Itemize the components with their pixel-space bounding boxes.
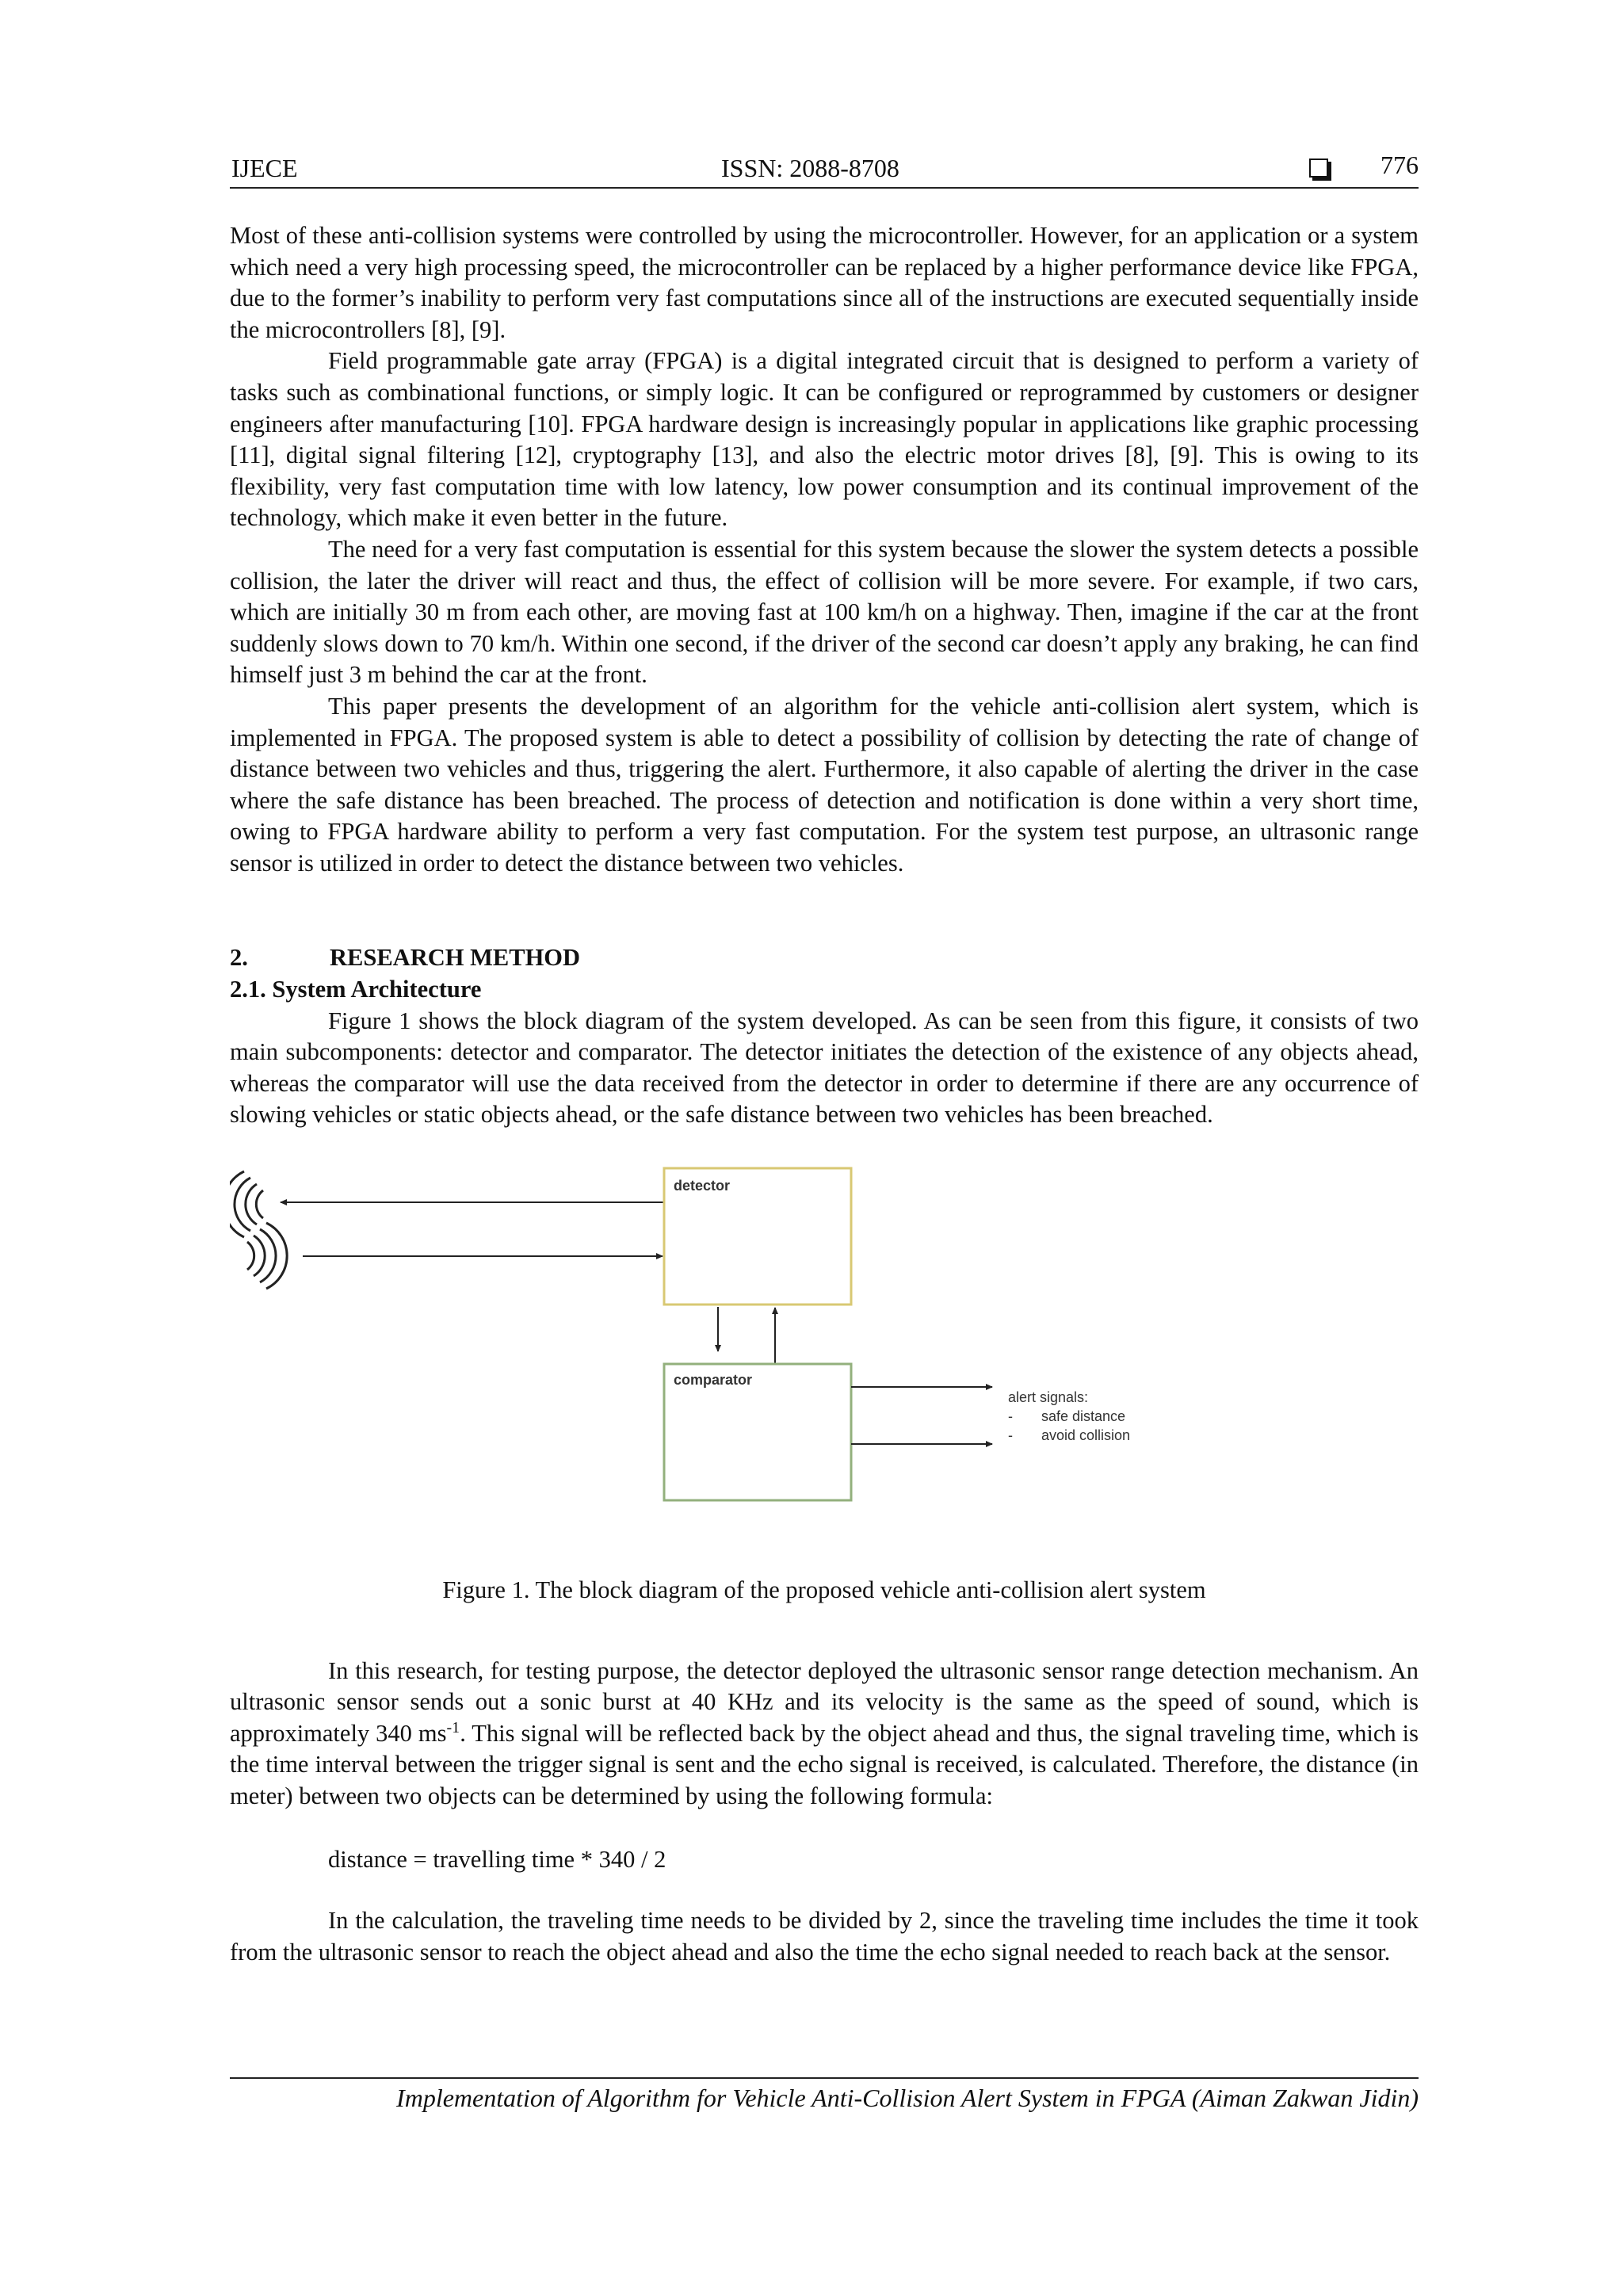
paragraph-figure-intro: Figure 1 shows the block diagram of the system developed. As can be seen from this figure, it consists of two main subcomponents: detector and comparator. The detector initiates the detection of the existence of any objects ahead, whereas the comparator will use the data received from the detector in order to determine if there are any occurrence of slowing vehicles or static objects ahead, or the safe distance between two vehicles has been breached. bbox=[230, 1007, 1419, 1129]
section-heading bbox=[230, 942, 1419, 974]
paragraph-1: Most of these anti-collision systems were controlled by using the microcontroller. However, for an application or a system which need a very high processing speed, the microcontroller can be replaced by a higher performance device like FPGA, due to the former’s inability to perform very fast computations since all of the instructions are executed sequentially inside the microcontrollers [8], [9]. bbox=[230, 222, 1419, 343]
received-wave-icon bbox=[247, 1223, 287, 1289]
distance-formula: distance = travelling time * 340 / 2 bbox=[328, 1845, 666, 1873]
paragraph-4: This paper presents the development of an algorithm for the vehicle anti-collision alert system, which is implemented in FPGA. The proposed system is able to detect a possibility of collision by detecting the rate of change of distance between two vehicles and thus, triggering the alert. Furthermore, it also capable of alerting the driver in the case where the safe distance has been breached. The process of detection and notification is done within a very short time, owing to FPGA hardware ability to perform a very fast computation. For the system test purpose, an ultrasonic range sensor is utilized in order to detect the distance between two vehicles. bbox=[230, 692, 1419, 877]
journal-name: IJECE bbox=[231, 154, 298, 182]
emitted-wave-icon bbox=[230, 1171, 263, 1237]
alert-item-safe-distance: safe distance bbox=[1041, 1408, 1126, 1425]
paragraph-sensor-text-2: . This signal will be reflected back by the object ahead and thus, the signal traveling time, which is the time interval between the trigger signal is sent and the echo signal is received, is calculated. Therefore, the distance (in meter) between two objects can be determined by using the following formula: bbox=[230, 1719, 1419, 1809]
alert-bullet-1: - bbox=[1008, 1408, 1013, 1425]
page-header bbox=[230, 151, 1419, 189]
alert-item-avoid-collision: avoid collision bbox=[1041, 1427, 1131, 1444]
paragraph-2: Field programmable gate array (FPGA) is a digital integrated circuit that is designed to perform a variety of tasks such as combinational functions, or simply logic. It can be configured or reprogrammed by customers or designer engineers after manufacturing [10]. FPGA hardware design is increasingly popular in applications like graphic processing [11], digital signal filtering [12], cryptography [13], and also the electric motor drives [8], [9]. This is owing to its flexibility, very fast computation time with low latency, low power consumption and its continual improvement of the technology, which make it even better in the future. bbox=[230, 347, 1419, 532]
square-bullet-icon bbox=[1309, 159, 1328, 178]
block-diagram bbox=[230, 1163, 1419, 1575]
alert-title: alert signals: bbox=[1008, 1389, 1089, 1406]
page-footer: Implementation of Algorithm for Vehicle Anti-Collision Alert System in FPGA (Aiman Zakwan Jidin) bbox=[230, 2077, 1419, 2113]
figure-1 bbox=[230, 1163, 1419, 1575]
subsection-heading: 2.1. System Architecture bbox=[230, 976, 482, 1003]
paragraph-division: In the calculation, the traveling time needs to be divided by 2, since the traveling time includes the time it took from the ultrasonic sensor to reach the object ahead and also the time the echo signal needed to reach back at the sensor. bbox=[230, 1907, 1419, 1966]
alert-bullet-2: - bbox=[1008, 1427, 1013, 1444]
paragraph-sensor bbox=[230, 1656, 1419, 1813]
paragraph-3: The need for a very fast computation is essential for this system because the slower the system detects a possible collision, the later the driver will react and thus, the effect of collision will be more severe. For example, if two cars, which are initially 30 m from each other, are moving fast at 100 km/h on a highway. Then, imagine if the car at the front suddenly slows down to 70 km/h. Within one second, if the driver of the second car doesn’t apply any braking, he can find himself just 3 m behind the car at the front. bbox=[230, 535, 1419, 689]
issn: ISSN: 2088-8708 bbox=[721, 154, 899, 182]
section-title: RESEARCH METHOD bbox=[330, 944, 581, 972]
comparator-label: comparator bbox=[674, 1372, 753, 1389]
page-body bbox=[230, 220, 1419, 1968]
section-number: 2. bbox=[230, 944, 248, 972]
superscript-minus-one: -1 bbox=[446, 1718, 460, 1736]
paragraph-sensor-text-1: In this research, for testing purpose, the detector deployed the ultrasonic sensor range detection mechanism. An ultrasonic sensor sends out a sonic burst at 40 KHz and its velocity is the same as the speed of sound, which is approximately 340 ms bbox=[230, 1656, 1419, 1747]
detector-label: detector bbox=[674, 1178, 731, 1194]
page-number: 776 bbox=[1381, 151, 1419, 179]
figure-caption: Figure 1. The block diagram of the proposed vehicle anti-collision alert system bbox=[442, 1576, 1206, 1604]
